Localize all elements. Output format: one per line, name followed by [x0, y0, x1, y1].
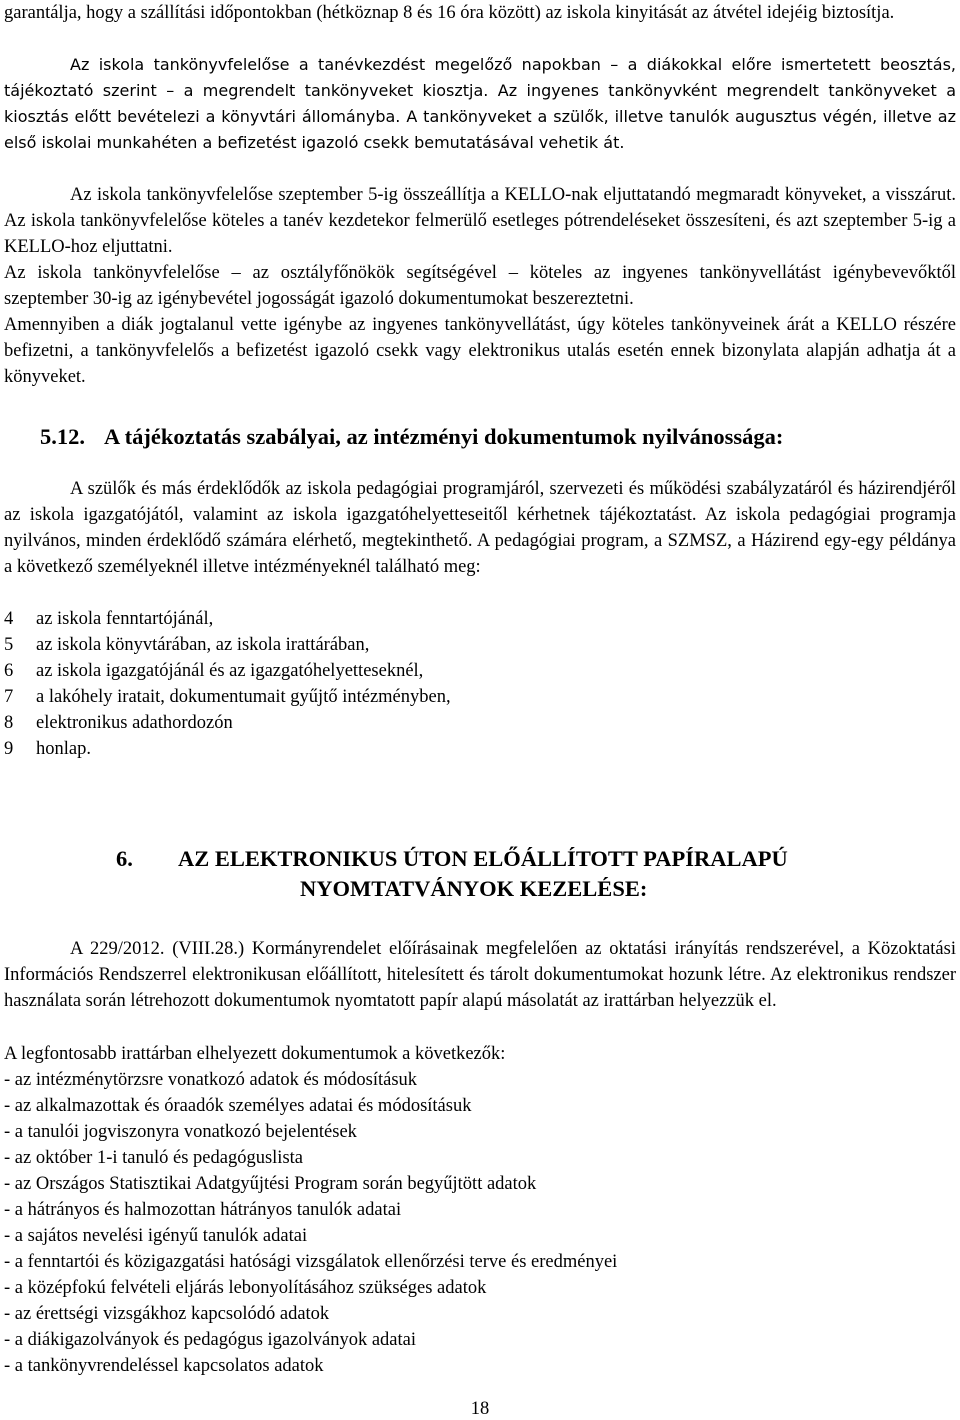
list-item-text: honlap. — [36, 739, 91, 759]
paragraph-unlawful-use — [4, 312, 956, 390]
paragraph-electronic-documents — [4, 936, 956, 1014]
free-textbooks-text: Az iskola tankönyvfelelőse – az osztályfőnökök segítségével – köteles az ingyenes tankönyvellátást igénybevevőktől szeptember 30-ig az igénybevétel jogosságát igazoló dokumentumokat beszereztetni. — [4, 263, 956, 309]
archive-list-intro — [4, 1041, 956, 1067]
list-item-number: 9 — [4, 739, 14, 759]
list-item — [4, 658, 451, 684]
returns-text-b: Az iskola tankönyvfelelőse köteles a tanév kezdetekor felmerülő esetleges pótrendeléseket összesíteni, és azt szeptember 5-ig a KELLO-hoz eljuttatni. — [4, 211, 956, 257]
paragraph-distribution — [4, 52, 956, 156]
list-item: - az alkalmazottak és óraadók személyes adatai és módosításuk — [4, 1096, 472, 1116]
list-item-number: 4 — [4, 609, 14, 629]
list-item — [4, 684, 451, 710]
information-rules-text: A szülők és más érdeklődők az iskola pedagógiai programjáról, szervezeti és működési szabályzatáról és házirendjéről az iskola igazgatójától, valamint az iskola igazgatóhelyetteseitől kérhetnek tájékoztatást. Az iskola pedagógiai programja nyilvános, minden érdeklődő számára elérhető, megtekinthető. A pedagógiai program, a SZMSZ, a Házirend egy-egy példánya a következő személyeknél illetve intézményeknél található meg: — [4, 479, 956, 577]
list-item: - a sajátos nevelési igényű tanulók adatai — [4, 1226, 308, 1246]
list-item-number: 8 — [4, 713, 14, 733]
section-6-title-line-1: AZ ELEKTRONIKUS ÚTON ELŐÁLLÍTOTT PAPÍRALAPÚ — [178, 846, 788, 871]
list-item: - az érettségi vizsgákhoz kapcsolódó adatok — [4, 1304, 330, 1324]
list-item-text: az iskola fenntartójánál, — [36, 609, 214, 629]
list-item: - a tanulói jogviszonyra vonatkozó bejelentések — [4, 1122, 357, 1142]
list-item-text: az iskola igazgatójánál és az igazgatóhelyetteseknél, — [36, 661, 424, 681]
section-6-heading — [0, 844, 960, 904]
section-6-title-line-2: NYOMTATVÁNYOK KEZELÉSE: — [300, 876, 648, 901]
archive-list-intro-text: A legfontosabb irattárban elhelyezett dokumentumok a következők: — [4, 1044, 506, 1064]
paragraph-returns — [4, 182, 956, 260]
distribution-text-a: Az iskola tankönyvfelelőse a tanévkezdést megelőző napokban – a diákokkal előre ismertetett beosztás, tájékoztató szerint – a megrendelt tankönyveket kiosztja. — [4, 55, 956, 100]
list-item: - a fenntartói és közigazgatási hatósági vizsgálatok ellenőrzési terve és eredményei — [4, 1252, 618, 1272]
paragraph-information-rules — [4, 476, 956, 580]
archive-documents-list — [4, 1067, 617, 1379]
list-item-text: elektronikus adathordozón — [36, 713, 233, 733]
list-item-number: 5 — [4, 635, 14, 655]
list-item — [4, 606, 451, 632]
paragraph-free-textbooks — [4, 260, 956, 312]
list-item: - az intézménytörzsre vonatkozó adatok és módosításuk — [4, 1070, 418, 1090]
list-item-text: az iskola könyvtárában, az iskola irattárában, — [36, 635, 370, 655]
list-item: - a tankönyvrendeléssel kapcsolatos adatok — [4, 1356, 324, 1376]
list-item-text: a lakóhely iratait, dokumentumait gyűjtő intézményben, — [36, 687, 451, 707]
list-item-number: 6 — [4, 661, 14, 681]
list-item: - az Országos Statisztikai Adatgyűjtési Program során begyűjtött adatok — [4, 1174, 537, 1194]
list-item: - a hátrányos és halmozottan hátrányos tanulók adatai — [4, 1200, 402, 1220]
distribution-text-c: A tankönyveket a szülők, illetve tanulók augusztus végén, illetve az első iskolai munkahéten a befizetést igazoló csekk bemutatásával vehetik át. — [4, 107, 957, 152]
electronic-documents-text: A 229/2012. (VIII.28.) Kormányrendelet előírásainak megfelelően az oktatási irányítás rendszerével, a Közoktatási Információs Rendszerrel elektronikusan előállított, hitelesített és tárolt dokumentumokat hozunk létre. Az elektronikus rendszer használata során létrehozott dokumentumok nyomtatott papír alapú másolatát az irattárban helyezzük el. — [4, 939, 956, 1011]
section-6-number: 6. — [116, 846, 133, 871]
paragraph-delivery — [4, 0, 956, 26]
list-item — [4, 736, 451, 762]
document-locations-list — [4, 606, 451, 762]
list-item: - a diákigazolványok és pedagógus igazolványok adatai — [4, 1330, 416, 1350]
unlawful-use-text: Amennyiben a diák jogtalanul vette igénybe az ingyenes tankönyvellátást, úgy köteles tankönyveinek árát a KELLO részére befizetni, a tankönyvfelelős a befizetést igazoló csekk vagy elektronikus utalás esetén ennek bizonylata alapján adhatja át a könyveket. — [4, 315, 956, 387]
section-5-12-title: A tájékoztatás szabályai, az intézményi dokumentumok nyilvánossága: — [104, 424, 784, 449]
list-item: - az október 1-i tanuló és pedagóguslista — [4, 1148, 303, 1168]
list-item — [4, 710, 451, 736]
section-5-12-heading — [40, 422, 783, 452]
returns-text-a: Az iskola tankönyvfelelőse szeptember 5-ig összeállítja a KELLO-nak eljuttatandó megmaradt könyveket, a visszárut. — [70, 185, 956, 205]
page-number: 18 — [470, 1399, 490, 1419]
distribution-text-b: Az ingyenes tankönyvként megrendelt tankönyveket a kiosztás előtt bevételezi a könyvtári állományba. — [4, 81, 956, 126]
list-item: - a középfokú felvételi eljárás lebonyolításához szükséges adatok — [4, 1278, 487, 1298]
list-item-number: 7 — [4, 687, 14, 707]
paragraph-delivery-text: garantálja, hogy a szállítási időpontokban (hétköznap 8 és 16 óra között) az iskola kinyitását az átvétel idejéig biztosítja. — [4, 3, 895, 23]
section-5-12-number: 5.12. — [40, 424, 85, 449]
section-6-heading-line-1 — [0, 844, 960, 874]
list-item — [4, 632, 451, 658]
